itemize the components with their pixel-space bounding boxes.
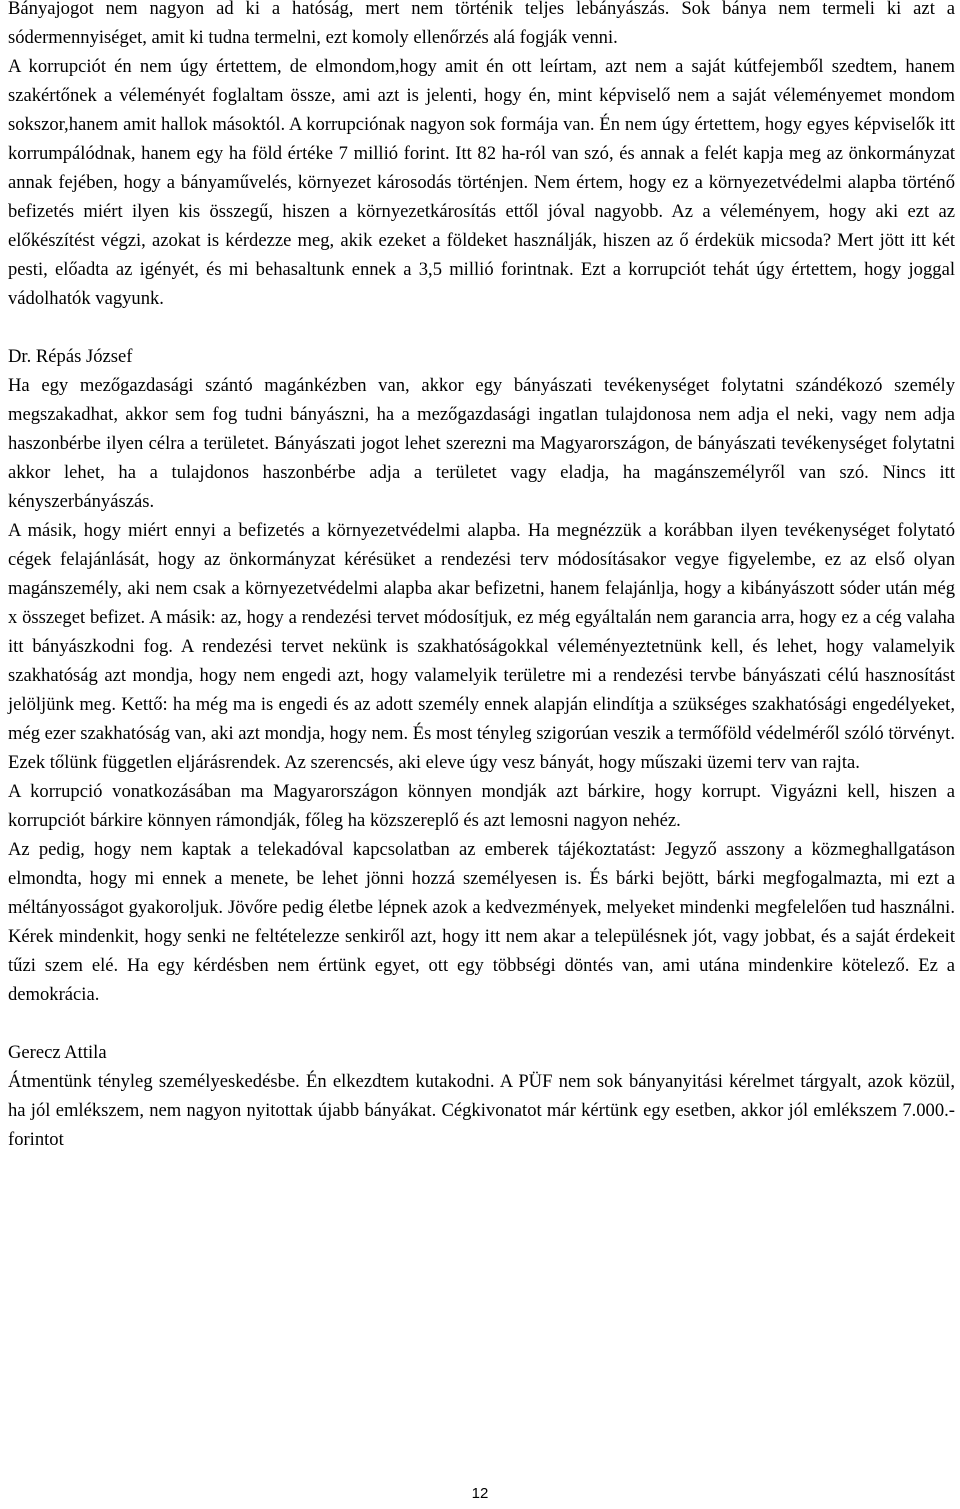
page-number: 12	[471, 1485, 489, 1502]
document-body	[8, 0, 955, 1154]
paragraph: A másik, hogy miért ennyi a befizetés a környezetvédelmi alapba. Ha megnézzük a korábban ilyen tevékenységet folytató cégek felajánlását, hogy az önkormányzat kérésüket a rendezési terv módosításakor vegye figyelembe, ez az első olyan magánszemély, aki nem csak a környezetvédelmi alapba akar befizetni, hanem felajánlja, hogy a kibányászott sóder után még x összeget befizet. A másik: az, hogy a rendezési tervet módosítjuk, ez még egyáltalán nem garancia arra, hogy ez a cég valaha itt bányászkodni fog. A rendezési tervet nekünk is szakhatóságokkal véleményeztetnünk kell, és lehet, hogy valamelyik szakhatóság azt mondja, hogy nem engedi azt, hogy valamelyik területre mi a rendezési tervbe bányászati célú hasznosítást jelöljünk meg. Kettő: ha még ma is engedi és az adott személy ennek alapján elindítja a szükséges szakhatósági engedélyeket, még ezer szakhatóság van, aki azt mondja, hogy nem. És most tényleg szigorúan veszik a termőföld védelméről szóló törvényt. Ezek tőlünk független eljárásrendek. Az szerencsés, aki eleve úgy vesz bányát, hogy műszaki üzemi terv van rajta.	[8, 520, 955, 773]
paragraph-spacer	[8, 313, 955, 342]
paragraph: Bányajogot nem nagyon ad ki a hatóság, mert nem történik teljes lebányászás. Sok bánya nem termeli ki azt a sódermennyiséget, amit ki tudna termelni, ezt komoly ellenőrzés alá fogják venni.	[8, 0, 955, 48]
speaker-name: Gerecz Attila	[8, 1042, 107, 1063]
speaker-name: Dr. Répás József	[8, 346, 133, 367]
paragraph: Ha egy mezőgazdasági szántó magánkézben van, akkor egy bányászati tevékenységet folytatni szándékozó személy megszakadhat, akkor sem fog tudni bányászni, ha a mezőgazdasági ingatlan tulajdonosa nem adja el neki, vagy nem adja haszonbérbe ilyen célra a területet. Bányászati jogot lehet szerezni ma Magyarországon, de bányászati tevékenységet folytatni akkor lehet, ha a tulajdonos haszonbérbe adja a területet vagy eladja, ha magánszemélyről van szó. Nincs itt kényszerbányászás.	[8, 375, 955, 512]
paragraph: Átmentünk tényleg személyeskedésbe. Én elkezdtem kutakodni. A PÜF nem sok bányanyitási kérelmet tárgyalt, azok közül, ha jól emlékszem, nem nagyon nyitottak újabb bányákat. Cégkivonatot már kértünk egy esetben, akkor jól emlékszem 7.000.- forintot	[8, 1071, 955, 1150]
paragraph: A korrupció vonatkozásában ma Magyarországon könnyen mondják azt bárkire, hogy korrupt. Vigyázni kell, hiszen a korrupciót bárkire könnyen rámondják, főleg ha közszereplő és azt lemosni nagyon nehéz.	[8, 781, 955, 831]
paragraph: A korrupciót én nem úgy értettem, de elmondom,hogy amit én ott leírtam, azt nem a saját kútfejemből szedtem, hanem szakértőnek a véleményét foglaltam össze, ami azt is jelenti, hogy én, mint képviselő nem a saját véleményemet mondom sokszor,hanem amit hallok másoktól. A korrupciónak nagyon sok formája van. Én nem úgy értettem, hogy egyes képviselők itt korrumpálódnak, hanem egy ha föld értéke 7 millió forint. Itt 82 ha-ról van szó, és annak a felét kapja meg az önkormányzat annak fejében, hogy a bányaművelés, környezet károsodás történjen. Nem értem, hogy ez a környezetvédelmi alapba történő befizetés miért ilyen kis összegű, hiszen a környezetkárosítás ettől jóval nagyobb. Az a véleményem, hogy aki ezt az előkészítést végzi, azokat is kérdezze meg, akik ezeket a földeket használják, hiszen az ő érdekük micsoda? Mert jött itt két pesti, előadta az igényét, és mi behasaltunk ennek a 3,5 millió forintnak. Ezt a korrupciót tehát úgy értettem, hogy joggal vádolhatók vagyunk.	[8, 56, 955, 309]
paragraph: Az pedig, hogy nem kaptak a telekadóval kapcsolatban az emberek tájékoztatást: Jegyző asszony a közmeghallgatáson elmondta, hogy mi ennek a menete, be lehet jönni hozzá személyesen is. És bárki bejött, bárki megfogalmazta, mi ezt a méltányosságot gyakoroljuk. Jövőre pedig életbe lépnek azok a kedvezmények, melyeket mindenki megfelelően tud használni. Kérek mindenkit, hogy senki ne feltételezze senkiről azt, hogy itt nem akar a településnek jót, vagy jobbat, és a saját érdekeit tűzi szem elé. Ha egy kérdésben nem értünk egyet, ott egy többségi döntés van, ami utána mindenkire kötelező. Ez a demokrácia.	[8, 839, 955, 1005]
paragraph-spacer	[8, 1009, 955, 1038]
